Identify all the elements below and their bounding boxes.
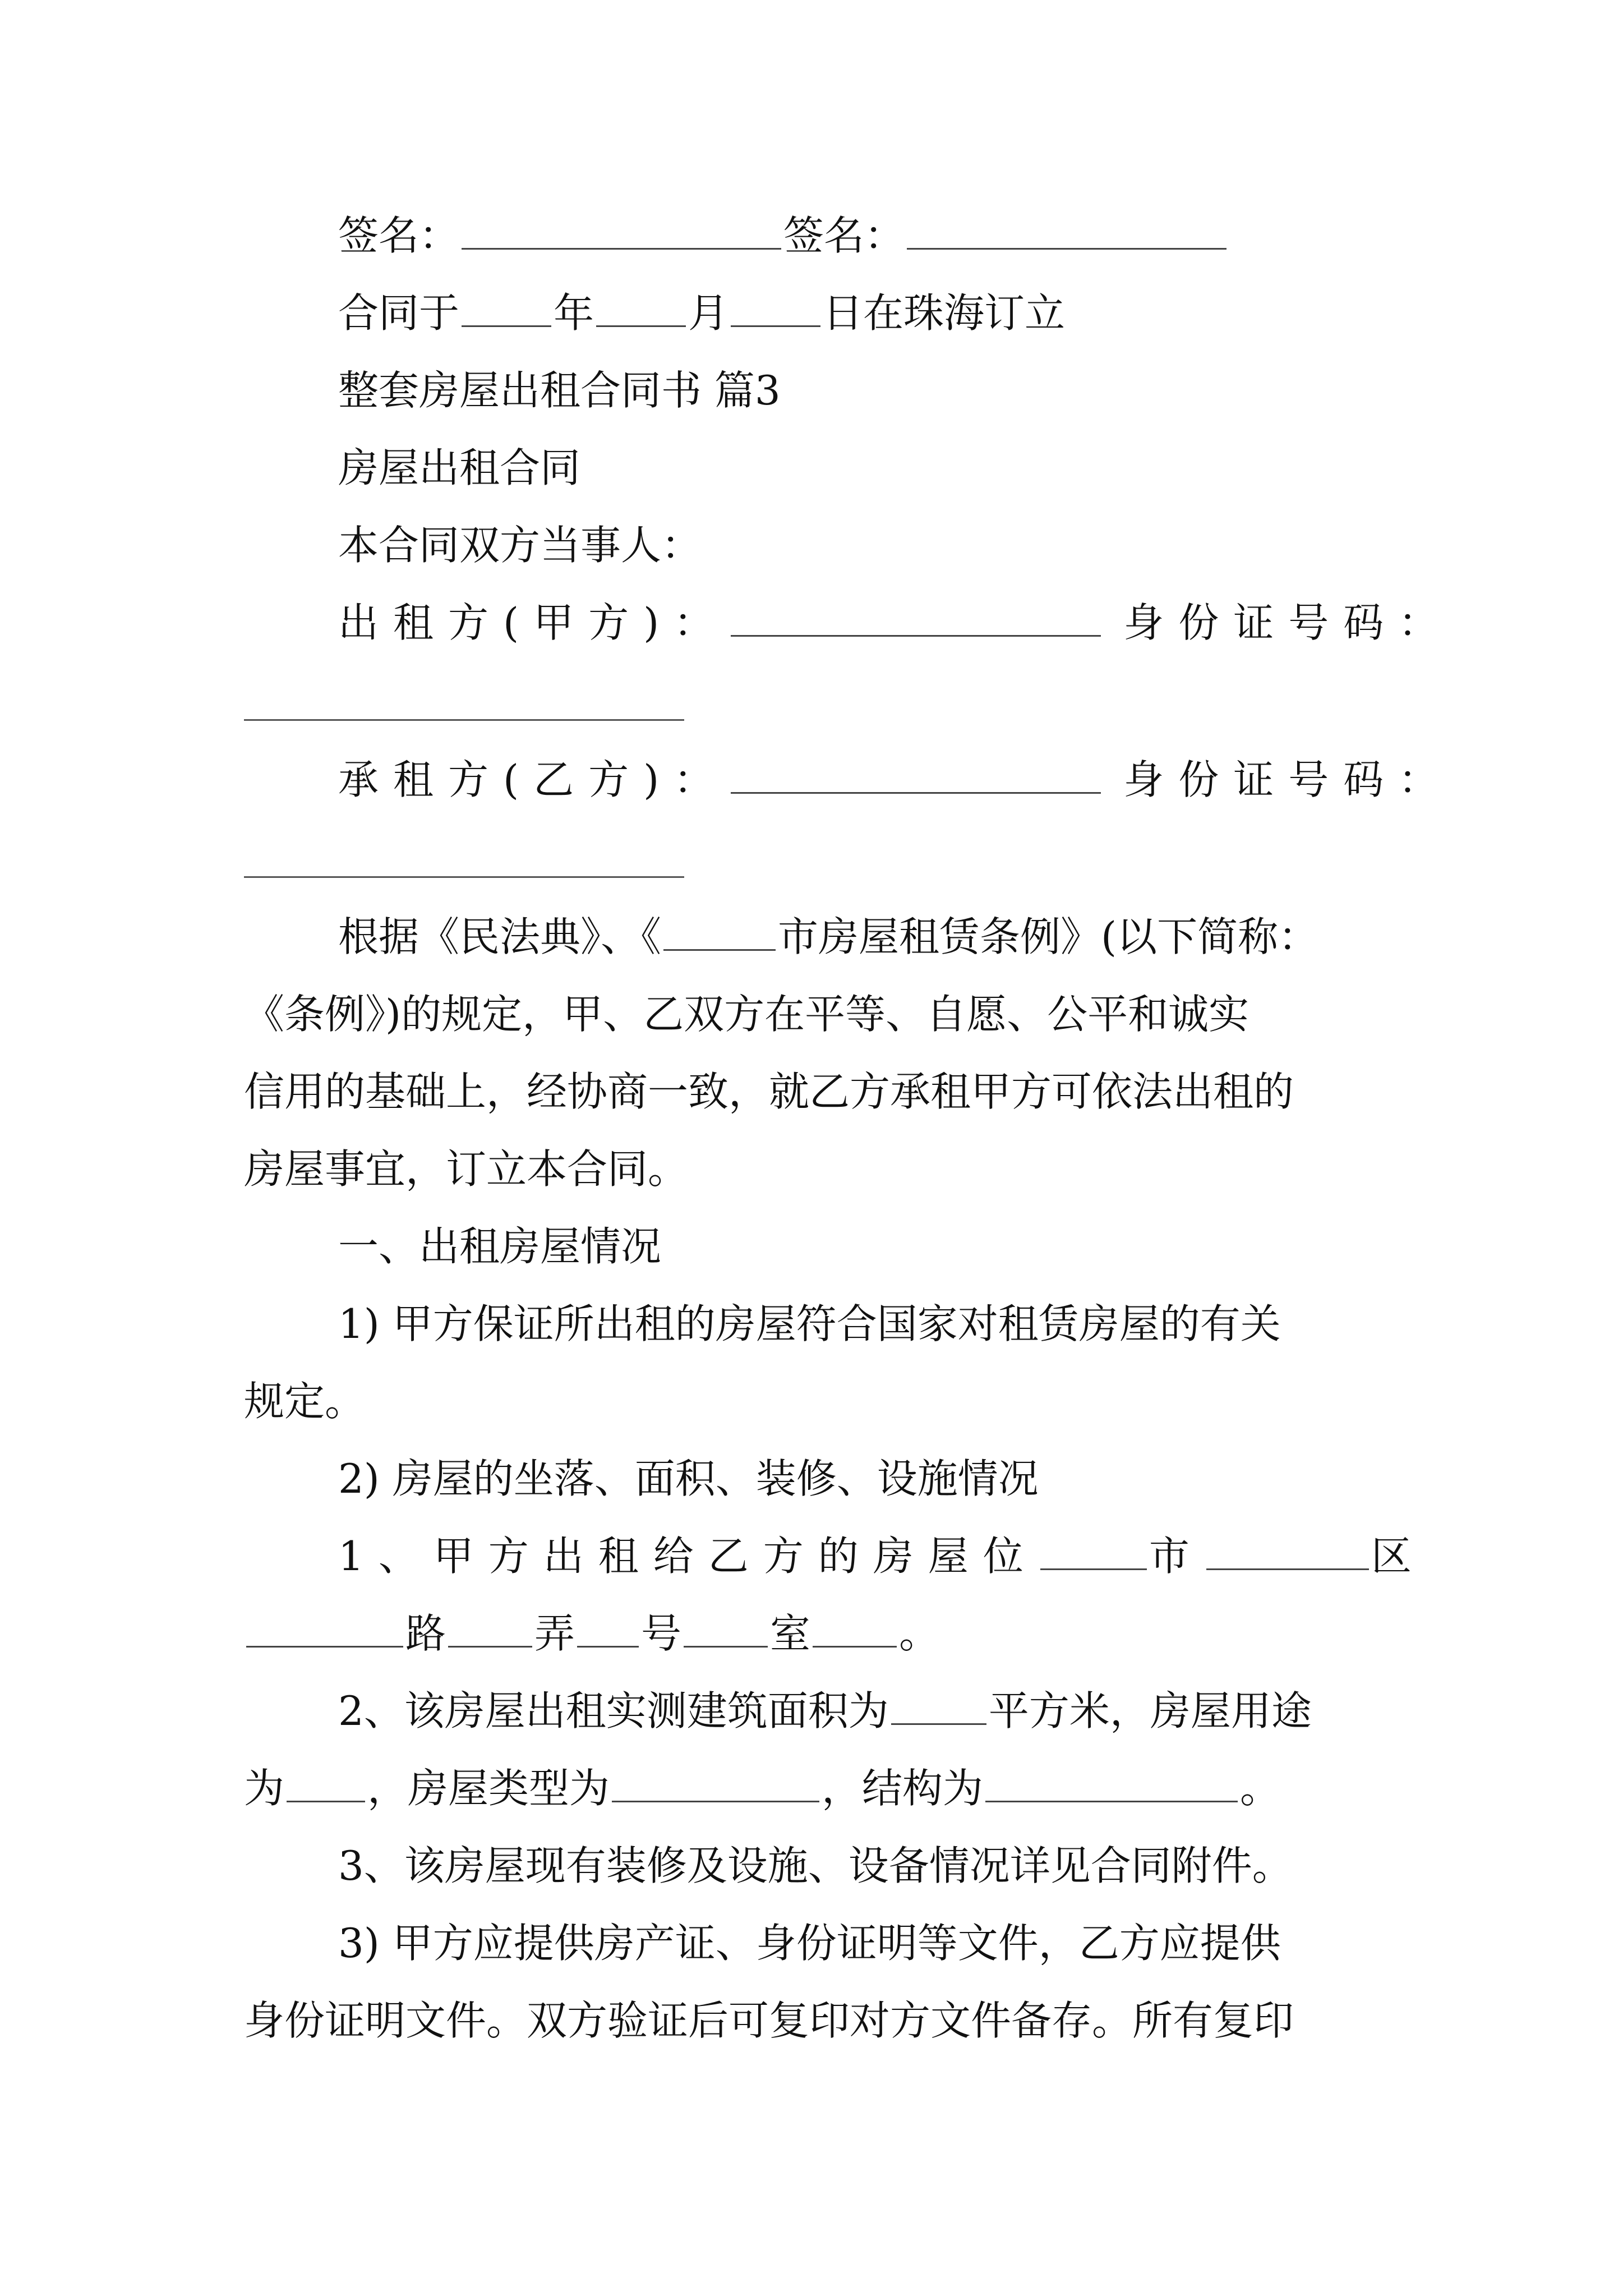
signature-blank-b bbox=[907, 213, 1227, 250]
year-blank bbox=[462, 291, 551, 327]
day-blank bbox=[731, 291, 820, 327]
road-blank bbox=[246, 1611, 403, 1648]
article-title: 整套房屋出租合同书 篇3 bbox=[338, 367, 781, 414]
month-label: 月 bbox=[688, 289, 729, 337]
district-blank bbox=[1206, 1534, 1369, 1570]
lessee-name-blank bbox=[731, 757, 1101, 794]
preamble-line-1 bbox=[338, 909, 1318, 965]
lessor-id-blank bbox=[244, 719, 684, 721]
preamble-line-4: 房屋事宜，订立本合同。 bbox=[244, 1145, 689, 1193]
section-heading-1: 一、出租房屋情况 bbox=[338, 1223, 662, 1270]
item-1-text: 1、甲方出租给乙方的房屋位 bbox=[338, 1533, 1038, 1580]
type-blank bbox=[612, 1766, 819, 1802]
usage-blank bbox=[287, 1766, 365, 1802]
preamble-text-a: 根据《民法典》、《 bbox=[338, 913, 662, 960]
item-1-line-1 bbox=[338, 1528, 1426, 1584]
city-label: 市 bbox=[1149, 1533, 1204, 1580]
parties-heading: 本合同双方当事人： bbox=[338, 522, 702, 569]
item-1-line-2 bbox=[244, 1605, 939, 1662]
preamble-line-2: 《条例》)的规定，甲、乙双方在平等、自愿、公平和诚实 bbox=[244, 991, 1249, 1038]
road-label: 路 bbox=[405, 1610, 446, 1657]
clause-2: 2) 房屋的坐落、面积、装修、设施情况 bbox=[338, 1455, 1039, 1502]
item-2-line-1 bbox=[338, 1683, 1312, 1739]
lessee-id-blank bbox=[244, 876, 684, 878]
date-suffix: 日在珠海订立 bbox=[823, 289, 1066, 337]
lessee-line bbox=[338, 752, 1453, 808]
signature-line bbox=[338, 208, 1229, 264]
clause-1-line-1: 1) 甲方保证所出租的房屋符合国家对租赁房屋的有关 bbox=[338, 1300, 1281, 1347]
item-2-line-2 bbox=[244, 1760, 1280, 1816]
number-label: 号 bbox=[641, 1610, 682, 1657]
number-blank bbox=[577, 1611, 639, 1648]
lane-blank bbox=[448, 1611, 532, 1648]
item-1-end: 。 bbox=[899, 1610, 940, 1657]
signature-label-a: 签名： bbox=[338, 212, 460, 259]
structure-blank bbox=[985, 1766, 1238, 1802]
item-2-end: 。 bbox=[1240, 1765, 1281, 1812]
signature-blank-a bbox=[462, 213, 781, 250]
room-blank bbox=[684, 1611, 768, 1648]
contract-title: 房屋出租合同 bbox=[338, 444, 581, 491]
city-blank-2 bbox=[1040, 1534, 1147, 1570]
usage-label: 为 bbox=[244, 1765, 285, 1812]
lessee-id-label: 身份证号码： bbox=[1123, 756, 1454, 803]
month-blank bbox=[596, 291, 686, 327]
district-label: 区 bbox=[1371, 1533, 1426, 1580]
lessee-label: 承租方(乙方)： bbox=[338, 756, 729, 803]
lane-label: 弄 bbox=[534, 1610, 575, 1657]
lessor-id-label: 身份证号码： bbox=[1123, 599, 1454, 646]
clause-3-line-1: 3) 甲方应提供房产证、身份证明等文件，乙方应提供 bbox=[338, 1920, 1281, 1967]
contract-date-line bbox=[338, 285, 1065, 341]
year-label: 年 bbox=[554, 289, 594, 337]
item-2-text-b: 平方米，房屋用途 bbox=[988, 1687, 1312, 1734]
signature-label-b: 签名： bbox=[783, 212, 905, 259]
preamble-line-3: 信用的基础上，经协商一致，就乙方承租甲方可依法出租的 bbox=[244, 1068, 1294, 1115]
room-label: 室 bbox=[770, 1610, 811, 1657]
lessor-line bbox=[338, 595, 1453, 651]
preamble-text-b: 市房屋租赁条例》(以下简称： bbox=[778, 913, 1319, 960]
lessor-name-blank bbox=[731, 600, 1101, 637]
clause-3-line-2: 身份证明文件。双方验证后可复印对方文件备存。所有复印 bbox=[244, 1997, 1294, 2044]
city-blank bbox=[663, 914, 776, 951]
room-number-blank bbox=[813, 1611, 897, 1648]
item-3: 3、该房屋现有装修及设施、设备情况详见合同附件。 bbox=[338, 1842, 1293, 1889]
lessor-label: 出租方(甲方)： bbox=[338, 599, 729, 646]
date-prefix: 合同于 bbox=[338, 289, 460, 337]
item-2-text-a: 2、该房屋出租实测建筑面积为 bbox=[338, 1687, 889, 1734]
area-blank bbox=[891, 1688, 986, 1725]
structure-label: ，结构为 bbox=[822, 1765, 984, 1812]
clause-1-line-2: 规定。 bbox=[244, 1378, 366, 1425]
type-label: ，房屋类型为 bbox=[367, 1765, 610, 1812]
